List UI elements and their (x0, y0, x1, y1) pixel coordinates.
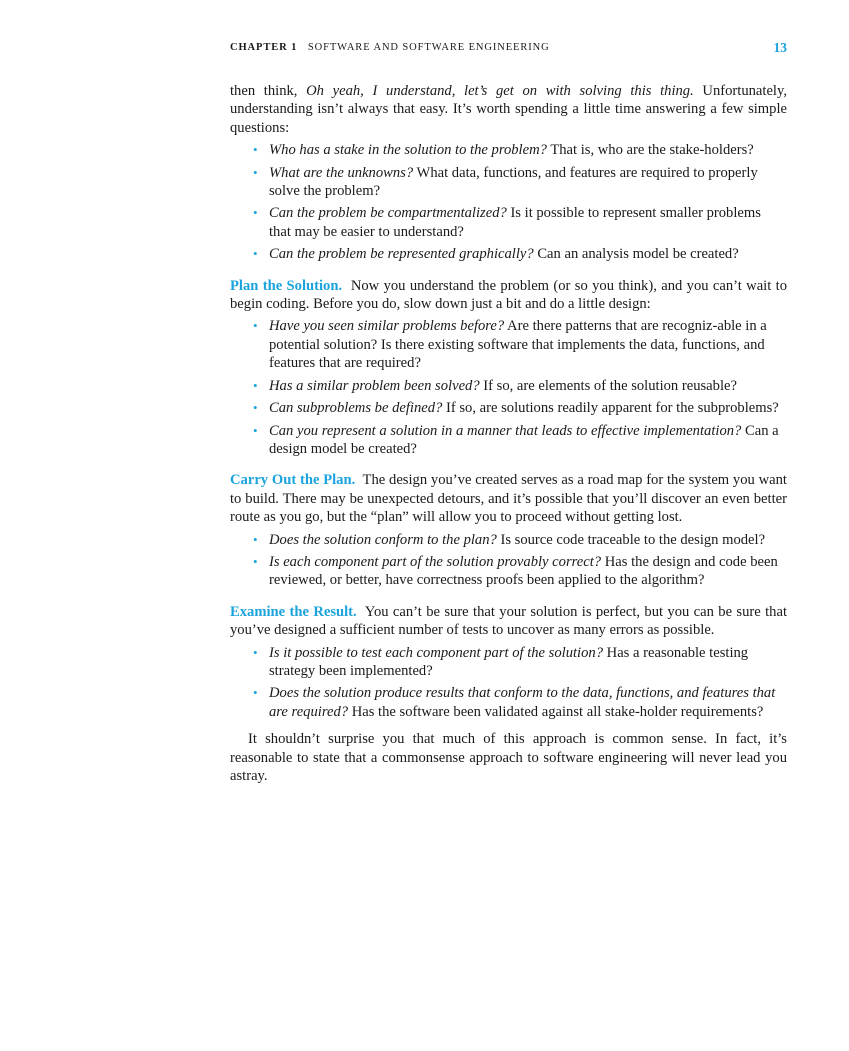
list-item (230, 684, 787, 721)
bullet-answer: Can an analysis model be created? (533, 246, 739, 263)
bullet-answer: If so, are elements of the solution reusable? (479, 377, 737, 394)
bullet-icon: • (253, 205, 258, 221)
bullet-icon: • (253, 531, 258, 547)
list-item (230, 204, 787, 241)
bullet-answer: Are there patterns that are recogniz-able in a potential solution? Is there existing software that implements the data, functions, and features that are required? (269, 318, 767, 372)
carry-bullet-list (230, 531, 787, 590)
bullet-question: Can you represent a solution in a manner that leads to effective implementation? (269, 422, 742, 439)
examine-paragraph (230, 603, 791, 640)
list-item (230, 377, 787, 395)
list-item (230, 245, 787, 263)
understand-bullet-list (230, 141, 787, 263)
bullet-answer: Can a design model be created? (269, 422, 779, 457)
examine-heading: Examine the Result. (230, 603, 357, 620)
examine-bullet-list (230, 644, 787, 722)
list-item (230, 164, 787, 201)
bullet-icon: • (253, 246, 258, 262)
bullet-answer: Has the software been validated against all stake-holder requirements? (348, 703, 764, 720)
bullet-icon: • (253, 644, 258, 660)
examine-text: You can’t be sure that your solution is perfect, but you can be sure that you’ve designed a sufficient number of tests to uncover as many errors as possible. (230, 603, 791, 639)
carry-heading: Carry Out the Plan. (230, 472, 356, 489)
bullet-question: Have you seen similar problems before? (269, 318, 505, 335)
intro-italic: Oh yeah, I understand, let’s get on with solving this thing. (306, 83, 694, 99)
bullet-question: What are the unknowns? (269, 164, 414, 181)
bullet-answer: What data, functions, and features are required to properly solve the problem? (269, 164, 758, 200)
bullet-answer: Has a reasonable testing strategy been implemented? (269, 644, 749, 679)
list-item (230, 422, 787, 459)
list-item (230, 399, 787, 417)
bullet-question: Can the problem be represented graphically? (269, 246, 534, 263)
bullet-icon: • (253, 400, 258, 416)
page-number: 13 (773, 40, 787, 55)
chapter-title: SOFTWARE AND SOFTWARE ENGINEERING (307, 42, 550, 53)
list-item (230, 553, 787, 590)
plan-bullet-list (230, 317, 787, 458)
bullet-question: Is it possible to test each component part of the solution? (269, 644, 604, 661)
plan-paragraph (230, 277, 791, 314)
bullet-answer: That is, who are the stake-holders? (546, 142, 754, 159)
bullet-icon: • (253, 318, 258, 334)
carry-text: The design you’ve created serves as a road map for the system you want to build. There may be unexpected detours, and it’s possible that you’ll discover an even better route as you go, but the “plan” will allow you to proceed without getting lost. (230, 472, 791, 526)
chapter-label: CHAPTER 1 (230, 42, 298, 53)
bullet-answer: Is source code traceable to the design model? (496, 531, 766, 548)
bullet-question: Does the solution produce results that conform to the data, functions, and features that are required? (269, 685, 776, 720)
bullet-icon: • (253, 553, 258, 569)
bullet-answer: Has the design and code been reviewed, or better, have correctness proofs been applied to the algorithm? (269, 553, 778, 589)
bullet-icon: • (253, 164, 258, 180)
intro-rest: Unfortunately, understanding isn’t always that easy. It’s worth spending a little time answering a few simple questions: (230, 83, 787, 136)
bullet-question: Has a similar problem been solved? (269, 377, 480, 394)
bullet-answer: Is it possible to represent smaller problems that may be easier to understand? (269, 205, 761, 240)
bullet-question: Does the solution conform to the plan? (269, 531, 497, 548)
list-item (230, 141, 787, 159)
plan-heading: Plan the Solution. (230, 277, 343, 294)
list-item (230, 317, 787, 372)
bullet-icon: • (253, 142, 258, 158)
intro-paragraph (230, 82, 787, 137)
bullet-question: Is each component part of the solution provably correct? (269, 553, 602, 570)
bullet-answer: If so, are solutions readily apparent for the subproblems? (442, 400, 779, 417)
page-body (230, 0, 791, 785)
list-item (230, 531, 787, 549)
intro-lead: then think, (230, 83, 307, 99)
bullet-question: Can the problem be compartmentalized? (269, 205, 507, 222)
plan-text: Now you understand the problem (or so you think), and you can’t wait to begin coding. Before you do, slow down just a bit and do a little design: (230, 277, 791, 313)
bullet-icon: • (253, 685, 258, 701)
bullet-question: Who has a stake in the solution to the problem? (269, 142, 547, 159)
bullet-question: Can subproblems be defined? (269, 400, 443, 417)
closing-paragraph: It shouldn’t surprise you that much of this approach is common sense. In fact, it’s reasonable to state that a commonsense approach to software engineering will never lead you astray. (230, 731, 787, 784)
carry-paragraph (230, 471, 791, 526)
list-item (230, 644, 787, 681)
bullet-icon: • (253, 422, 258, 438)
bullet-icon: • (253, 377, 258, 393)
